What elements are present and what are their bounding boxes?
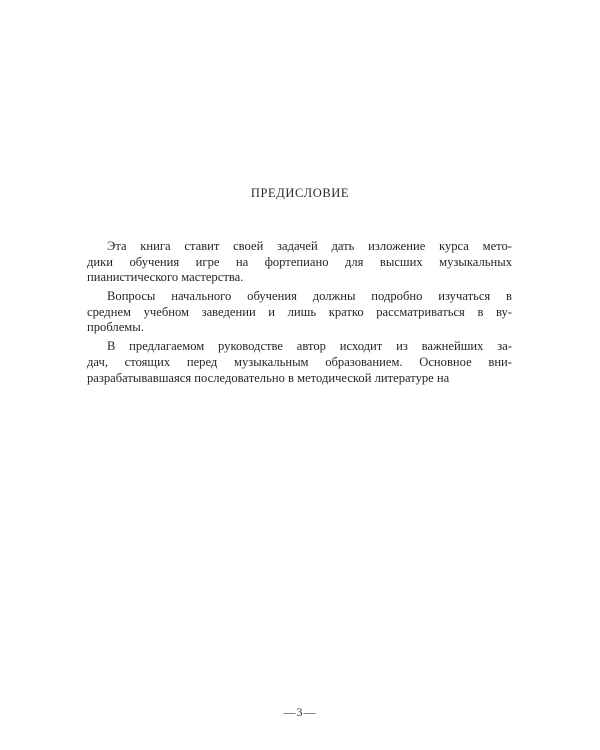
text-line: разрабатывавшаяся последовательно в методической литературе на [87,370,450,385]
paragraph [87,289,512,336]
page-title: ПРЕДИСЛОВИЕ [250,186,350,200]
text-line: дики обучения игре на фортепиано для высших музыкальных [87,254,512,269]
text-line: пианистического мастерства. [87,270,244,285]
text-line: В предлагаемом руководстве автор исходит из важнейших за- [107,339,512,354]
body-text [87,239,512,386]
text-line: дач, стоящих перед музыкальным образованием. Основное вни- [87,354,512,369]
text-line: Вопросы начального обучения должны подробно изучаться в [107,289,512,304]
text-line: проблемы. [87,320,144,335]
text-line: среднем учебном заведении и лишь кратко рассматриваться в ву- [87,304,512,319]
paragraph [87,339,512,386]
text-line: Эта книга ставит своей задачей дать изложение курса мето- [107,239,512,253]
paragraph [87,239,512,286]
page-number: —3— [283,705,317,719]
